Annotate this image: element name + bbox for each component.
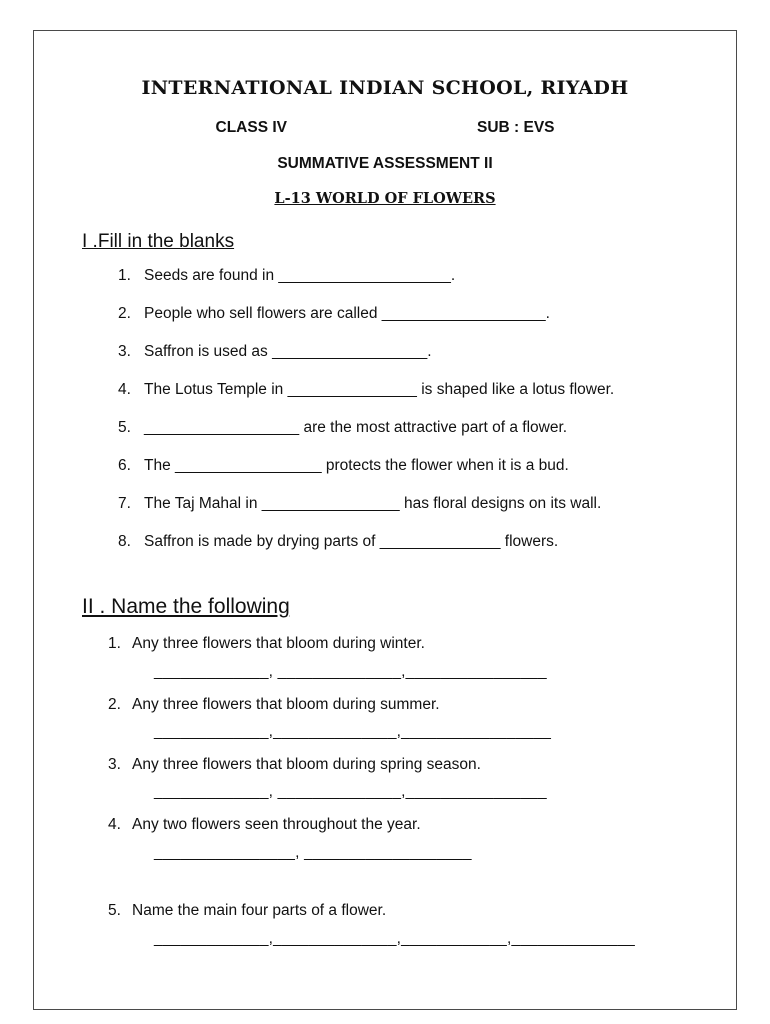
answer-blank-line: _____________,______________,_________________	[154, 723, 552, 741]
item-text: Name the main four parts of a flower.	[132, 902, 387, 920]
item-number: 4.	[118, 381, 131, 399]
list-item	[60, 305, 710, 322]
item-number: 5.	[108, 902, 121, 920]
item-number: 1.	[108, 635, 121, 653]
item-number: 3.	[108, 755, 121, 773]
list-item	[60, 343, 710, 360]
list-item	[60, 457, 710, 474]
item-text: The _________________ protects the flower when it is a bud.	[144, 457, 569, 475]
worksheet-page	[33, 30, 737, 1010]
lesson-title	[60, 190, 710, 207]
item-text: Any three flowers that bloom during winter.	[132, 635, 425, 653]
list-item	[60, 381, 710, 398]
item-text: People who sell flowers are called ___________________.	[144, 305, 550, 323]
list-item	[60, 533, 710, 550]
school-title: INTERNATIONAL INDIAN SCHOOL, RIYADH	[141, 77, 629, 99]
list-item	[60, 267, 710, 284]
item-number: 7.	[118, 495, 131, 513]
answer-blank-line: ________________, ___________________	[154, 843, 472, 861]
class-subject-row	[60, 119, 710, 137]
answer-blank-line: _____________,______________,____________,______________	[154, 929, 635, 947]
item-number: 1.	[118, 267, 131, 284]
item-text: Saffron is made by drying parts of ______________ flowers.	[144, 533, 559, 551]
list-item	[60, 696, 710, 742]
list-item	[60, 419, 710, 436]
item-number: 4.	[108, 815, 121, 833]
class-label: CLASS IV	[215, 119, 287, 136]
list-item	[60, 756, 710, 802]
item-text: The Taj Mahal in ________________ has floral designs on its wall.	[144, 495, 602, 513]
worksheet-content	[34, 31, 736, 948]
item-number: 3.	[118, 343, 131, 361]
answer-blank-line: _____________, ______________,________________	[154, 662, 547, 680]
item-text: Any three flowers that bloom during summer.	[132, 695, 440, 713]
list-item	[60, 816, 710, 862]
item-number: 6.	[118, 457, 131, 475]
section-1-heading: I .Fill in the blanks	[82, 231, 235, 252]
item-text: Seeds are found in ____________________.	[144, 267, 456, 284]
item-text: __________________ are the most attractive part of a flower.	[144, 419, 568, 437]
item-number: 8.	[118, 533, 131, 551]
assessment-title: SUMMATIVE ASSESSMENT II	[277, 155, 493, 172]
item-text: Any two flowers seen throughout the year.	[132, 815, 421, 833]
list-item	[60, 635, 710, 681]
fill-in-the-blanks-list	[60, 267, 710, 550]
list-item	[60, 495, 710, 512]
subject-label: SUB : EVS	[476, 119, 555, 136]
name-the-following-list	[60, 635, 710, 948]
answer-blank-line: _____________, ______________,________________	[154, 783, 547, 801]
item-text: The Lotus Temple in _______________ is shaped like a lotus flower.	[144, 381, 615, 399]
item-number: 5.	[118, 419, 131, 437]
lesson-title-text: L-13 WORLD OF FLOWERS	[274, 190, 496, 207]
item-text: Any three flowers that bloom during spring season.	[132, 755, 481, 773]
item-number: 2.	[108, 695, 121, 713]
item-number: 2.	[118, 305, 131, 323]
item-text: Saffron is used as __________________.	[144, 343, 432, 361]
section-2-heading: II . Name the following	[82, 595, 290, 619]
list-item	[60, 902, 710, 948]
